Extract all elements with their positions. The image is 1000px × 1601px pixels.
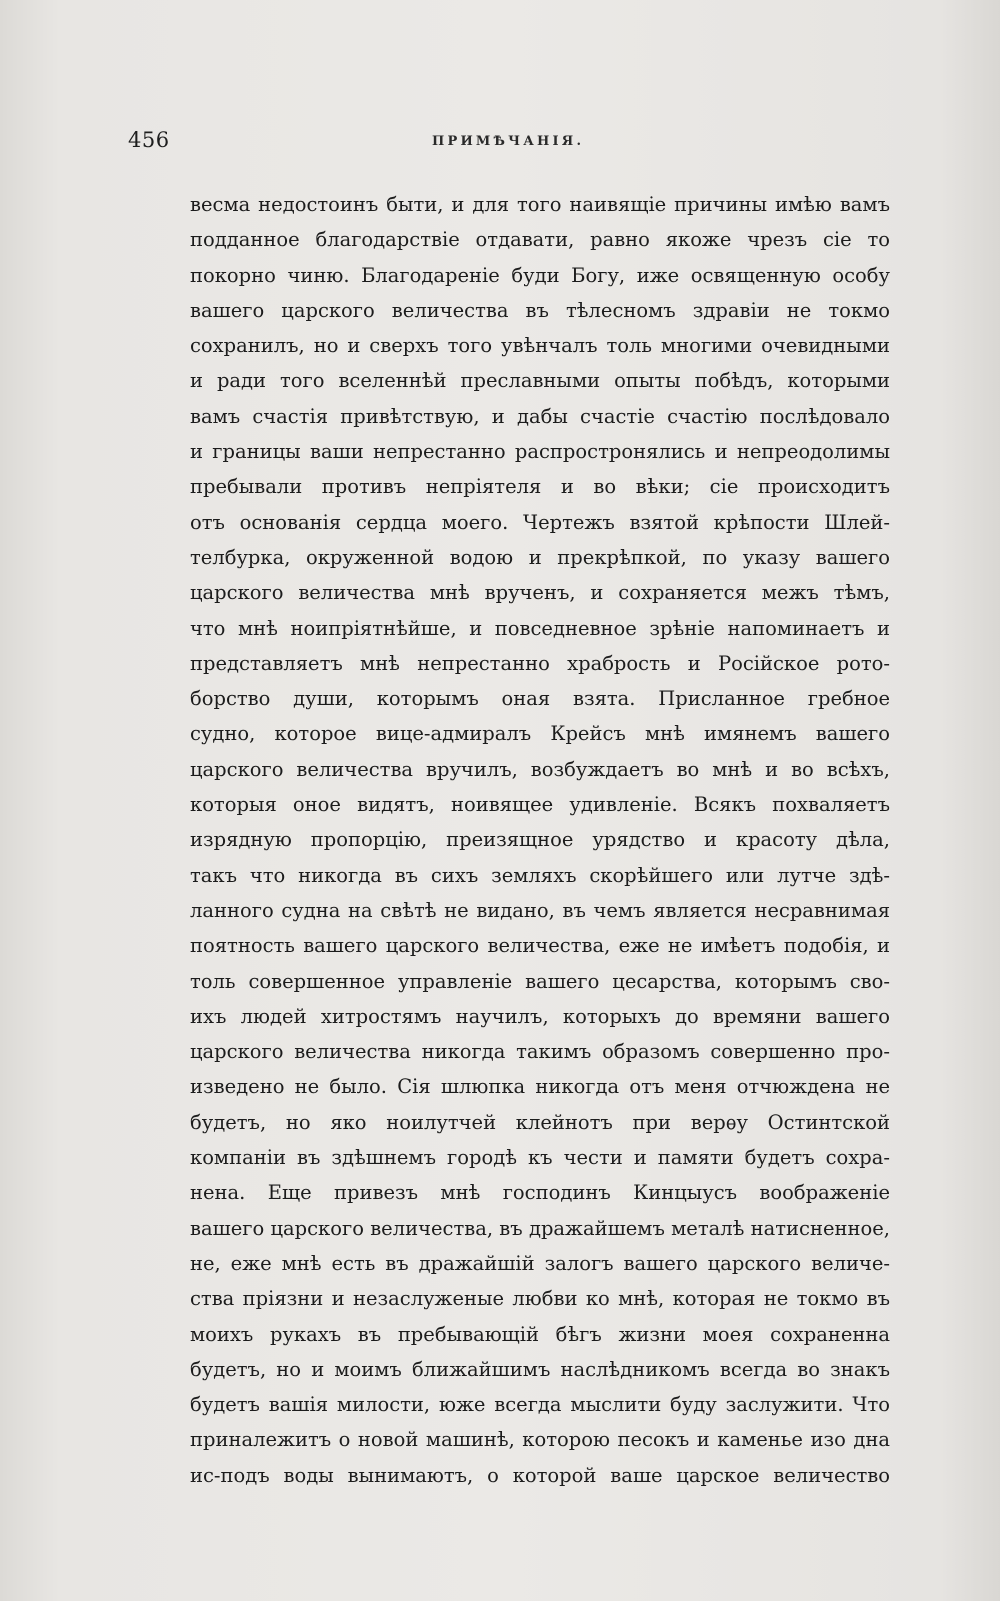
text-line: ихъ людей хитростямъ научилъ, которыхъ до времяни вашего [190, 1004, 890, 1028]
text-line: сохранилъ, но и сверхъ того увѣнчалъ толь многими очевидными [190, 334, 890, 358]
text-line: представляетъ мнѣ непрестанно храбрость и Російское рото- [190, 651, 890, 675]
text-line: ланного судна на свѣтѣ не видано, въ чемъ является несравнимая [190, 898, 890, 922]
text-line: судно, которое вице-адмиралъ Крейсъ мнѣ имянемъ вашего [190, 722, 890, 746]
text-line: поятность вашего царского величества, еже не имѣетъ подобія, и [190, 934, 890, 958]
running-head: ПРИМѢЧАНІЯ. [432, 134, 585, 149]
text-line: царского величества никогда такимъ образомъ совершенно про- [190, 1040, 890, 1064]
page-header [0, 122, 1000, 162]
text-line: и ради того вселеннѣй преславными опыты побѣдъ, которыми [190, 369, 890, 393]
text-line: ис-подъ воды вынимаютъ, о которой ваше царское величество [190, 1463, 890, 1487]
text-line: вашего царского величества, въ дражайшемъ металѣ натисненное, [190, 1216, 890, 1240]
text-line: нена. Еще привезъ мнѣ господинъ Кинцыусъ воображеніе [190, 1181, 890, 1205]
text-line: что мнѣ ноипріятнѣйше, и повседневное зрѣніе напоминаетъ и [190, 616, 890, 640]
text-line: приналежитъ о новой машинѣ, которою песокъ и каменье изо дна [190, 1428, 890, 1452]
text-line: царского величества вручилъ, возбуждаетъ во мнѣ и во всѣхъ, [190, 757, 890, 781]
text-line: изведено не было. Сія шлюпка никогда отъ меня отчюждена не [190, 1075, 890, 1099]
text-line: подданное благодарствіе отдавати, равно якоже чрезъ сіе то [190, 228, 890, 252]
text-line: покорно чиню. Благодареніе буди Богу, иже освященную особу [190, 263, 890, 287]
text-line: и границы ваши непрестанно распростронялись и непреодолимы [190, 440, 890, 464]
text-line: толь совершенное управленіе вашего цесарства, которымъ сво- [190, 969, 890, 993]
text-line: ства пріязни и незаслуженые любви ко мнѣ, которая не токмо въ [190, 1287, 890, 1311]
text-line: царского величества мнѣ врученъ, и сохраняется межъ тѣмъ, [190, 581, 890, 605]
text-line: которыя оное видятъ, ноивящее удивленіе. Всякъ похваляетъ [190, 793, 890, 817]
text-line: будетъ, но и моимъ ближайшимъ наслѣдникомъ всегда во знакъ [190, 1357, 890, 1381]
text-line: телбурка, окруженной водою и прекрѣпкой, по указу вашего [190, 545, 890, 569]
page-number: 456 [128, 128, 170, 152]
text-line: вашего царского величества въ тѣлесномъ здравіи не токмо [190, 298, 890, 322]
text-line: будетъ вашія милости, юже всегда мыслити буду заслужити. Что [190, 1393, 890, 1417]
text-line: не, еже мнѣ есть въ дражайшій залогъ вашего царского величе- [190, 1251, 890, 1275]
text-line: весма недостоинъ быти, и для того наивящіе причины имѣю вамъ [190, 193, 890, 216]
text-line: отъ основанія сердца моего. Чертежъ взятой крѣпости Шлей- [190, 510, 890, 534]
text-line: вамъ счастія привѣтствую, и дабы счастіе счастію послѣдовало [190, 404, 890, 428]
text-line: такъ что никогда въ сихъ земляхъ скорѣйшего или лутче здѣ- [190, 863, 890, 887]
text-line: будетъ, но яко ноилутчей клейнотъ при верѳу Остинтской [190, 1110, 890, 1134]
text-line: моихъ рукахъ въ пребывающій бѣгъ жизни моея сохраненна [190, 1322, 890, 1346]
text-line: изрядную пропорцію, преизящное урядство и красоту дѣла, [190, 828, 890, 852]
body-text [190, 187, 890, 1493]
text-line: пребывали противъ непріятеля и во вѣки; сіе происходитъ [190, 475, 890, 499]
text-line: компаніи въ здѣшнемъ городѣ къ чести и памяти будетъ сохра- [190, 1146, 890, 1170]
text-line: борство души, которымъ оная взята. Присланное гребное [190, 687, 890, 711]
